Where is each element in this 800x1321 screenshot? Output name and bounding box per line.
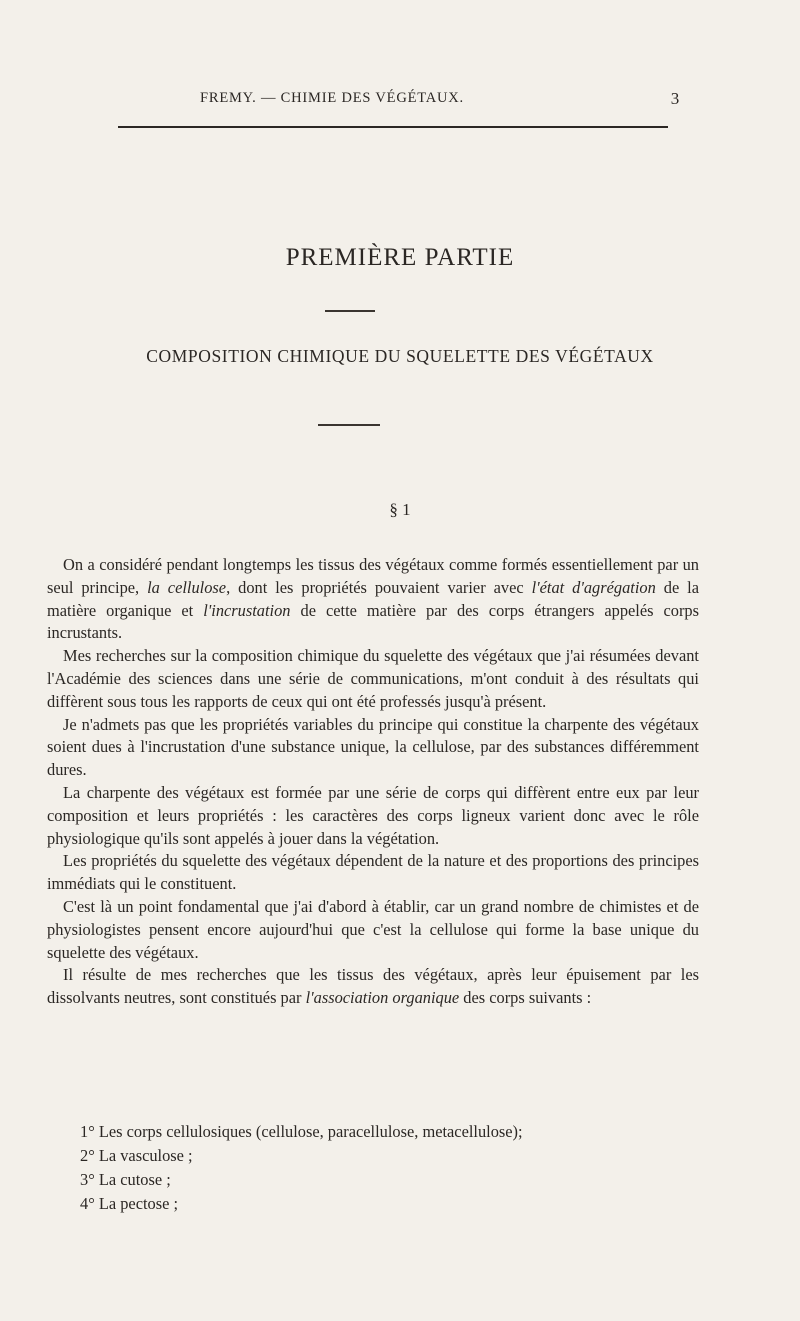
part-title: PREMIÈRE PARTIE (285, 244, 515, 271)
paragraph: Mes recherches sur la composition chimique du squelette des végétaux que j'ai résumées devant l'Académie des sciences dans une série de communications, m'ont conduit à des résultats qui diffèrent sous tous les rapports de ceux qui ont été professés jusqu'à présent. (47, 646, 699, 711)
paragraph: C'est là un point fondamental que j'ai d'abord à établir, car un grand nombre de chimistes et de physiologistes pensent encore aujourd'hui que c'est la cellulose qui forme la base unique du squelette des végétaux. (47, 896, 699, 962)
list-item: 4° La pectose ; (80, 1194, 179, 1213)
list-item: 1° Les corps cellulosiques (cellulose, paracellulose, metacellulose); (80, 1122, 523, 1141)
paragraph: Il résulte de mes recherches que les tissus des végétaux, après leur épuisement par les dissolvants neutres, sont constitués par l'association organique des corps suivants : (47, 965, 699, 1008)
page-number: 3 (670, 89, 680, 108)
paragraph: La charpente des végétaux est formée par une série de corps qui diffèrent entre eux par leur composition et leurs propriétés : les caractères des corps ligneux varient donc avec le rôle physiologique qu'ils sont appelés à jouer dans la végétation. (47, 782, 699, 848)
list-item: 3° La cutose ; (80, 1170, 171, 1189)
paragraph: Je n'admets pas que les propriétés variables du principe qui constitue la charpente des végétaux soient dues à l'incrustation d'une substance unique, la cellulose, par des substances différemment dures. (47, 714, 699, 780)
paragraph: On a considéré pendant longtemps les tissus des végétaux comme formés essentiellement par un seul principe, la cellulose, dont les propriétés pouvaient varier avec l'état d'agrégation de la matière organique et l'incrustation de cette matière par des corps étrangers appelés corps incrustants. (47, 555, 700, 643)
running-title: FREMY. — CHIMIE DES VÉGÉTAUX. (200, 90, 464, 106)
section-title: COMPOSITION CHIMIQUE DU SQUELETTE DES VÉGÉTAUX (146, 346, 654, 366)
compound-list (80, 1120, 680, 1216)
paragraph-mark: § 1 (389, 500, 411, 519)
part-divider (325, 310, 375, 312)
section-divider (318, 424, 380, 426)
list-item: 2° La vasculose ; (80, 1146, 193, 1165)
body-text (47, 554, 699, 1010)
paragraph: Les propriétés du squelette des végétaux dépendent de la nature et des proportions des principes immédiats qui le constituent. (47, 851, 699, 894)
header-rule (118, 126, 668, 128)
